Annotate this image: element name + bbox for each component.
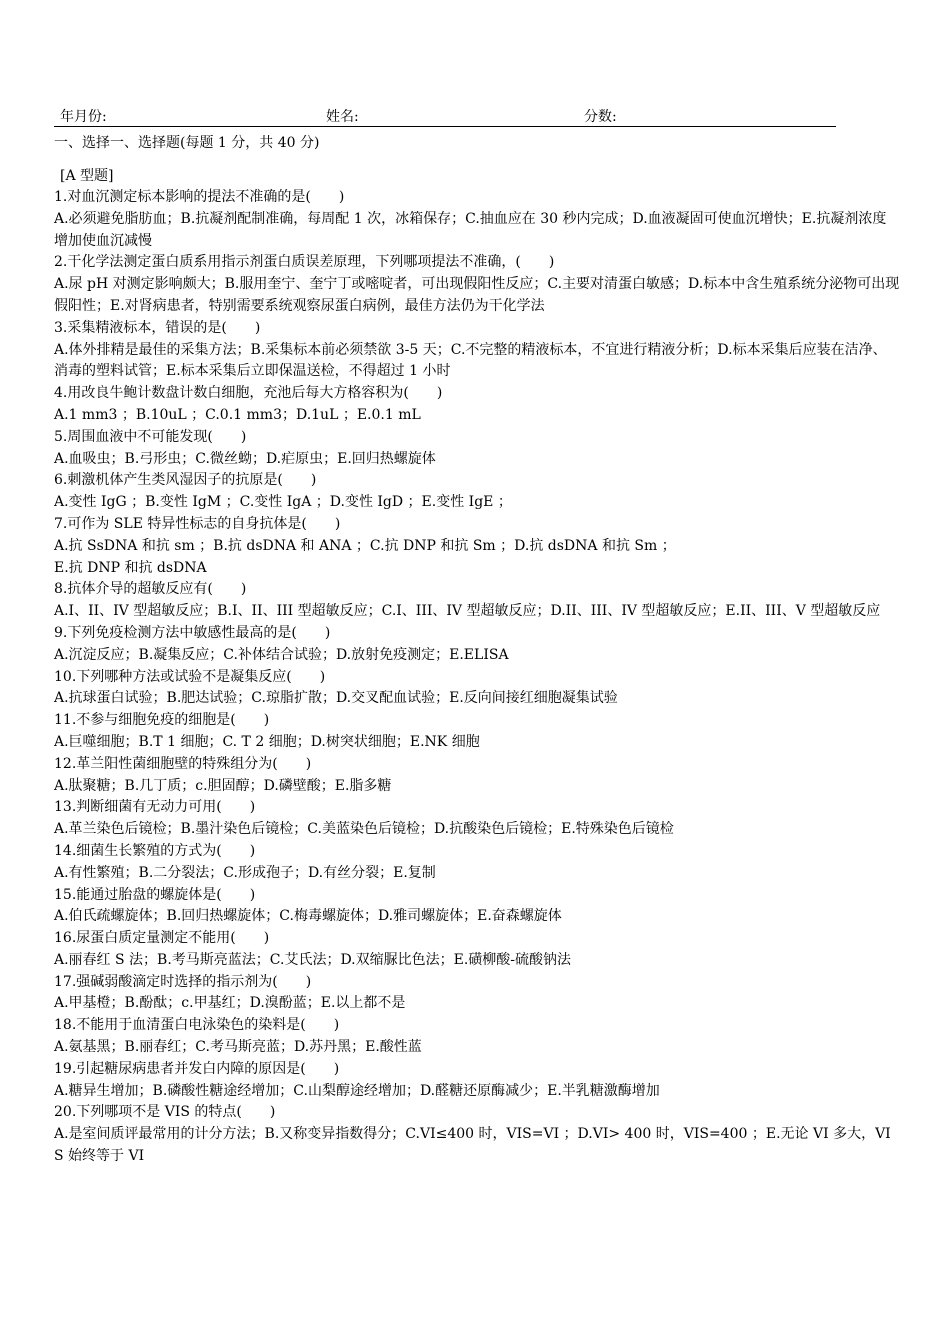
question-text: 19.引起糖尿病患者并发白内障的原因是( ) (54, 1060, 340, 1077)
question-options: A.肽聚糖；B.几丁质；c.胆固醇；D.磷壁酸；E.脂多糖 (54, 777, 392, 794)
exam-page (54, 104, 900, 1168)
question-item (54, 383, 900, 427)
month-label: 年月份: (60, 109, 107, 125)
question-options: A.变性 IgG ；B.变性 IgM ；C.变性 IgA ；D.变性 IgD ；E.变性 IgE ； (54, 494, 512, 511)
section-title: 一、选择一、选择题(每题 1 分，共 40 分) (54, 135, 320, 151)
question-text: 18.不能用于血清蛋白电泳染色的染料是( ) (54, 1017, 340, 1034)
question-item (54, 1102, 900, 1167)
question-text: 16.尿蛋白质定量测定不能用( ) (54, 930, 270, 947)
question-item (54, 885, 900, 929)
question-text: 9.下列免疫检测方法中敏感性最高的是( ) (54, 624, 331, 641)
question-item (54, 1015, 900, 1059)
question-text: 5.周围血液中不可能发现( ) (54, 428, 247, 445)
question-item (54, 252, 900, 317)
question-text: 8.抗体介导的超敏反应有( ) (54, 581, 247, 598)
exam-header (54, 104, 836, 127)
question-options: A.是室间质评最常用的计分方法；B.又称变异指数得分；C.VI≤400 时，VIS=VI ；D.VI> 400 时，VIS=400 ；E.无论 VI 多大，VIS 始终等于 VI (54, 1126, 891, 1165)
question-text: 11.不参与细胞免疫的细胞是( ) (54, 712, 270, 729)
question-options: A.尿 pH 对测定影响颇大；B.服用奎宁、奎宁丁或嘧啶者，可出现假阳性反应；C.主要对清蛋白敏感；D.标本中含生殖系统分泌物可出现假阳性；E.对肾病患者，特别需要系统观察尿蛋白病例，最佳方法仍为干化学法 (54, 276, 900, 314)
question-options: A.抗球蛋白试验；B.肥达试验；C.琼脂扩散；D.交叉配血试验；E.反向间接红细胞凝集试验 (54, 690, 618, 707)
question-options: A.革兰染色后镜检；B.墨汁染色后镜检；C.美蓝染色后镜检；D.抗酸染色后镜检；E.特殊染色后镜检 (54, 821, 674, 838)
question-text: 14.细菌生长繁殖的方式为( ) (54, 842, 256, 859)
question-options: A.氨基黑；B.丽春红；C.考马斯亮蓝；D.苏丹黑；E.酸性蓝 (54, 1039, 422, 1056)
question-text: 2.干化学法测定蛋白质系用指示剂蛋白质误差原理，下列哪项提法不准确，( ) (54, 254, 555, 271)
question-item (54, 579, 900, 623)
question-text: 17.强碱弱酸滴定时选择的指示剂为( ) (54, 973, 312, 990)
question-item (54, 623, 900, 667)
question-list (54, 187, 900, 1168)
question-options: A.伯氏疏螺旋体；B.回归热螺旋体；C.梅毒螺旋体；D.雅司螺旋体；E.奋森螺旋体 (54, 908, 562, 925)
question-options: A.丽春红 S 法；B.考马斯亮蓝法；C.艾氏法；D.双缩脲比色法；E.磺柳酸-硫酸钠法 (54, 951, 572, 968)
question-text: 20.下列哪项不是 VIS 的特点( ) (54, 1104, 276, 1121)
question-item (54, 1059, 900, 1103)
question-item (54, 318, 900, 383)
question-text: 13.判断细菌有无动力可用( ) (54, 799, 256, 816)
question-item (54, 710, 900, 754)
question-item (54, 841, 900, 885)
question-options: A.有性繁殖；B.二分裂法；C.形成孢子；D.有丝分裂；E.复制 (54, 864, 436, 881)
question-text: 15.能通过胎盘的螺旋体是( ) (54, 886, 256, 903)
question-options: A.巨噬细胞；B.T 1 细胞；C. T 2 细胞；D.树突状细胞；E.NK 细胞 (54, 733, 480, 750)
question-options: A.甲基橙；B.酚酞；c.甲基红；D.溴酚蓝；E.以上都不是 (54, 995, 406, 1012)
question-options: A.血吸虫；B.弓形虫；C.微丝蚴；D.疟原虫；E.回归热螺旋体 (54, 450, 436, 467)
question-type-label: [A 型题] (60, 168, 114, 184)
score-label: 分数: (584, 109, 617, 125)
question-item (54, 470, 900, 514)
question-text: 10.下列哪种方法或试验不是凝集反应( ) (54, 668, 326, 685)
question-text: 12.革兰阳性菌细胞壁的特殊组分为( ) (54, 755, 312, 772)
question-options: A.1 mm3 ；B.10uL ；C.0.1 mm3；D.1uL ；E.0.1 mL (54, 406, 421, 423)
question-item (54, 514, 900, 579)
question-text: 1.对血沉测定标本影响的提法不准确的是( ) (54, 189, 345, 205)
question-text: 3.采集精液标本，错误的是( ) (54, 319, 261, 336)
question-item (54, 972, 900, 1016)
question-item (54, 797, 900, 841)
question-options: A.抗 SsDNA 和抗 sm ；B.抗 dsDNA 和 ANA ；C.抗 DNP 和抗 Sm ；D.抗 dsDNA 和抗 Sm ； E.抗 DNP 和抗 dsDNA (54, 537, 676, 576)
question-item (54, 928, 900, 972)
name-label: 姓名: (326, 109, 359, 125)
question-options: A.糖异生增加；B.磷酸性糖途经增加；C.山梨醇途经增加；D.醛糖还原酶减少；E.半乳糖激酶增加 (54, 1082, 660, 1099)
question-item (54, 187, 900, 252)
question-item (54, 427, 900, 471)
question-options: A.沉淀反应；B.凝集反应；C.补体结合试验；D.放射免疫测定；E.ELISA (54, 646, 509, 663)
question-text: 6.刺激机体产生类风湿因子的抗原是( ) (54, 472, 317, 489)
question-item (54, 667, 900, 711)
question-text: 4.用改良牛鲍计数盘计数白细胞，充池后每大方格容积为( ) (54, 385, 443, 402)
question-item (54, 754, 900, 798)
question-options: A.体外排精是最佳的采集方法；B.采集标本前必须禁欲 3-5 天；C.不完整的精液标本，不宜进行精液分析；D.标本采集后应装在洁净、消毒的塑料试管；E.标本采集后立即保温送检，不得超过 1 小时 (54, 341, 887, 380)
question-text: 7.可作为 SLE 特异性标志的自身抗体是( ) (54, 515, 341, 532)
question-options: A.必须避免脂肪血；B.抗凝剂配制准确，每周配 1 次，冰箱保存；C.抽血应在 30 秒内完成；D.血液凝固可使血沉增快；E.抗凝剂浓度增加使血沉减慢 (54, 210, 887, 249)
question-options: A.I、II、IV 型超敏反应；B.I、II、III 型超敏反应；C.I、III、IV 型超敏反应；D.II、III、IV 型超敏反应；E.II、III、V 型超敏反应 (54, 603, 881, 620)
